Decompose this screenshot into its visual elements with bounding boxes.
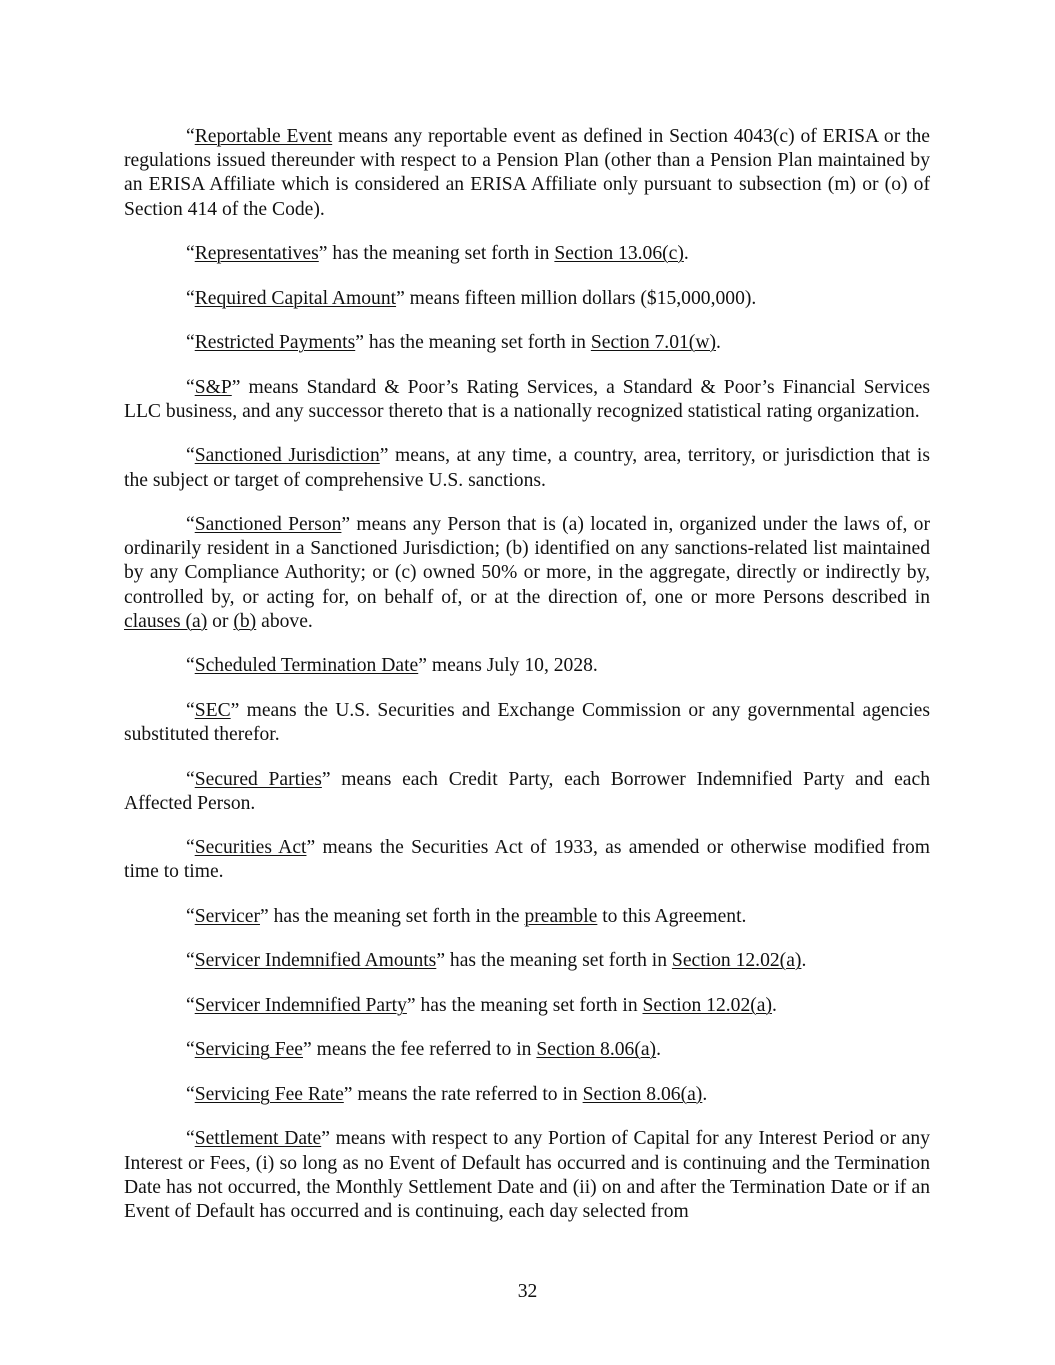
- defined-term: S&P: [194, 376, 232, 398]
- definition-text: ” has the meaning set forth in the: [259, 905, 525, 927]
- open-quote: “: [186, 1039, 195, 1061]
- definition-paragraph: [124, 287, 930, 311]
- definition-text: above.: [256, 610, 313, 632]
- definition-paragraph: [124, 444, 930, 492]
- defined-term: Servicer: [194, 905, 260, 927]
- open-quote: “: [186, 837, 195, 859]
- defined-term: Reportable Event: [194, 126, 333, 147]
- cross-reference: preamble: [524, 905, 598, 927]
- cross-reference: Section 7.01(w): [590, 332, 717, 354]
- defined-term: Servicer Indemnified Party: [194, 994, 407, 1016]
- defined-term: Required Capital Amount: [194, 287, 397, 309]
- defined-term: Securities Act: [194, 837, 307, 859]
- definition-text: .: [683, 243, 689, 265]
- definition-paragraph: [124, 905, 930, 929]
- cross-reference: Section 8.06(a): [536, 1039, 657, 1061]
- definition-text: .: [702, 1083, 708, 1105]
- definitions-list: [124, 125, 930, 1224]
- definition-text: ” has the meaning set forth in: [318, 243, 555, 265]
- definition-paragraph: [124, 125, 930, 222]
- definition-text: ” has the meaning set forth in: [436, 950, 672, 972]
- definition-text: .: [772, 994, 777, 1016]
- open-quote: “: [186, 1128, 195, 1150]
- definition-paragraph: [124, 949, 930, 973]
- open-quote: “: [186, 126, 195, 147]
- defined-term: Scheduled Termination Date: [194, 655, 419, 677]
- definition-paragraph: [124, 1038, 930, 1062]
- definition-text: or: [207, 610, 234, 632]
- defined-term: Servicing Fee Rate: [194, 1083, 344, 1105]
- definition-paragraph: [124, 654, 930, 678]
- definition-paragraph: [124, 1083, 930, 1107]
- definition-text: ” means fifteen million dollars ($15,000,000).: [396, 287, 757, 309]
- definition-paragraph: [124, 1127, 930, 1224]
- definition-text: ” means, at any time, a country, area, territory, or jurisdiction that is the subject or target of comprehensive U.S. sanctions.: [124, 445, 930, 491]
- page-number: 32: [517, 1281, 538, 1302]
- defined-term: Servicer Indemnified Amounts: [194, 950, 437, 972]
- open-quote: “: [186, 445, 195, 467]
- definition-text: ” means the rate referred to in: [343, 1083, 583, 1105]
- definition-paragraph: [124, 768, 930, 816]
- definition-text: ” has the meaning set forth in: [355, 332, 591, 354]
- definition-text: ” has the meaning set forth in: [406, 994, 643, 1016]
- defined-term: Sanctioned Person: [194, 514, 342, 536]
- defined-term: Sanctioned Jurisdiction: [194, 445, 380, 467]
- open-quote: “: [186, 655, 195, 677]
- defined-term: Restricted Payments: [194, 332, 356, 354]
- defined-term: Representatives: [194, 243, 319, 265]
- definition-text: .: [716, 332, 721, 354]
- defined-term: SEC: [194, 699, 231, 721]
- open-quote: “: [186, 1083, 195, 1105]
- defined-term: Settlement Date: [194, 1128, 322, 1150]
- definition-text: to this Agreement.: [597, 905, 747, 927]
- open-quote: “: [186, 950, 195, 972]
- definition-text: .: [801, 950, 807, 972]
- definition-text: ” means the U.S. Securities and Exchange Commission or any governmental agencies substituted therefor.: [124, 699, 930, 746]
- definition-paragraph: [124, 994, 930, 1018]
- defined-term: Secured Parties: [194, 768, 322, 790]
- definition-paragraph: [124, 836, 930, 884]
- definition-text: ” means any Person that is (a) located in, organized under the laws of, or ordinarily resident in a Sanctioned Jurisdiction; (b) identified on any sanctions-related list maintained by any Compliance Authority; or (c) owned 50% or more, in the aggregate, directly or indirectly by, controlled by, or acting for, on behalf of, or at the direction of, one or more Persons described in: [124, 514, 930, 608]
- definition-paragraph: [124, 699, 930, 747]
- cross-reference: (b): [233, 610, 257, 632]
- open-quote: “: [186, 332, 195, 354]
- cross-reference: Section 13.06(c): [554, 243, 684, 265]
- defined-term: Servicing Fee: [194, 1039, 303, 1061]
- definition-paragraph: [124, 513, 930, 634]
- definition-text: ” means the Securities Act of 1933, as amended or otherwise modified from time to time.: [124, 837, 930, 883]
- cross-reference: Section 12.02(a): [642, 994, 773, 1016]
- definition-paragraph: [124, 376, 930, 424]
- definition-text: ” means each Credit Party, each Borrower Indemnified Party and each Affected Person.: [124, 768, 930, 814]
- open-quote: “: [186, 905, 195, 927]
- definition-text: .: [656, 1039, 661, 1061]
- definition-text: ” means the fee referred to in: [303, 1039, 537, 1061]
- definition-text: ” means Standard & Poor’s Rating Services, a Standard & Poor’s Financial Services LLC business, and any successor thereto that is a nationally recognized statistical rating organization.: [124, 376, 930, 422]
- open-quote: “: [186, 768, 195, 790]
- definition-paragraph: [124, 242, 930, 266]
- cross-reference: clauses (a): [124, 610, 208, 632]
- cross-reference: Section 12.02(a): [671, 950, 802, 972]
- definition-text: ” means with respect to any Portion of Capital for any Interest Period or any Interest or Fees, (i) so long as no Event of Default has occurred and is continuing and the Termination Date has not occurred, the Monthly Settlement Date and (ii) on and after the Termination Date or if an Event of Default has occurred and is continuing, each day selected from: [124, 1128, 930, 1223]
- open-quote: “: [186, 376, 195, 398]
- open-quote: “: [186, 514, 195, 536]
- open-quote: “: [186, 287, 195, 309]
- definition-paragraph: [124, 331, 930, 355]
- open-quote: “: [186, 994, 195, 1016]
- cross-reference: Section 8.06(a): [582, 1083, 703, 1105]
- open-quote: “: [186, 699, 195, 721]
- definition-text: means any reportable event as defined in Section 4043(c) of ERISA or the regulations issued thereunder with respect to a Pension Plan (other than a Pension Plan maintained by an ERISA Affiliate which is considered an ERISA Affiliate only pursuant to subsection (m) or (o) of Section 414 of the Code).: [124, 126, 930, 220]
- open-quote: “: [186, 243, 195, 265]
- definition-text: ” means July 10, 2028.: [418, 655, 598, 677]
